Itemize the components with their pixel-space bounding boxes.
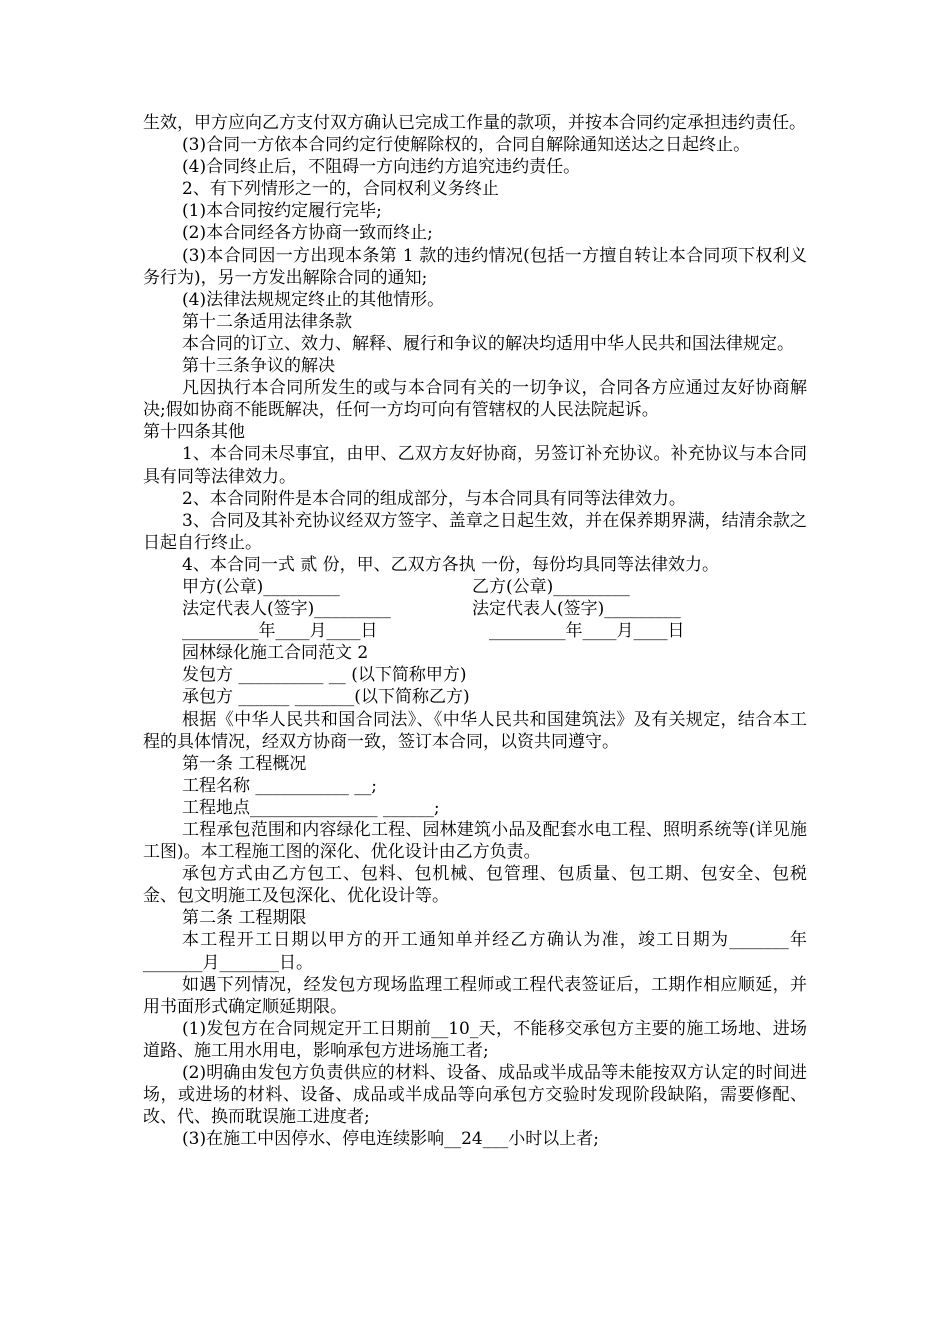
- paragraph: 第十四条其他: [143, 422, 245, 443]
- paragraph: 如遇下列情况，经发包方现场监理工程师或工程代表签证后，工期作相应顺延，并用书面形式确定顺延期限。: [143, 974, 807, 1017]
- paragraph: 第十二条适用法律条款: [182, 311, 352, 332]
- paragraph: (3)合同一方依本合同约定行使解除权的，合同自解除通知送达之日起终止。: [182, 135, 751, 156]
- paragraph: 园林绿化施工合同范文 2: [182, 643, 369, 664]
- paragraph: 第一条 工程概况: [182, 753, 307, 774]
- paragraph: 凡因执行本合同所发生的或与本合同有关的一切争议，合同各方应通过友好协商解决;假如协商不能既解决，任何一方均可向有管辖权的人民法院起诉。: [143, 378, 807, 421]
- paragraph: (2)本合同经各方协商一致而终止;: [182, 223, 433, 244]
- party-a-date: _________年____月____日: [182, 621, 378, 642]
- paragraph: 3、合同及其补充协议经双方签字、盖章之日起生效，并在保养期界满，结清余款之日起自行终止。: [143, 510, 807, 553]
- paragraph: (4)法律法规规定终止的其他情形。: [182, 289, 445, 310]
- paragraph: 工程名称 ___________ __;: [182, 775, 378, 796]
- party-b-date: _________年____月____日: [472, 621, 685, 642]
- paragraph: (2)明确由发包方负责供应的材料、设备、成品或半成品等未能按双方认定的时间进场，或进场的材料、设备、成品或半成品等向承包方交验时发现阶段缺陷，需要修配、改、代、换而耽误施工进度者;: [143, 1063, 807, 1128]
- paragraph: 1、本合同未尽事宜，由甲、乙双方友好协商，另签订补充协议。补充协议与本合同具有同等法律效力。: [143, 444, 807, 487]
- paragraph: 第二条 工程期限: [182, 908, 307, 929]
- paragraph: 工程地点_______________ ______;: [182, 797, 440, 818]
- paragraph: 发包方 __________ __ (以下简称甲方): [182, 665, 467, 686]
- contract-clauses: [143, 112, 807, 576]
- paragraph: 根据《中华人民共和国合同法》、《中华人民共和国建筑法》及有关规定，结合本工程的具体情况，经双方协商一致，签订本合同，以资共同遵守。: [143, 709, 807, 752]
- paragraph: 工程承包范围和内容绿化工程、园林建筑小品及配套水电工程、照明系统等(详见施工图)。本工程施工图的深化、优化设计由乙方负责。: [143, 820, 807, 863]
- paragraph: 4、本合同一式 贰 份，甲、乙双方各执 一份，每份均具同等法律效力。: [182, 554, 720, 575]
- paragraph: 承包方式由乙方包工、包料、包机械、包管理、包质量、包工期、包安全、包税金、包文明施工及包深化、优化设计等。: [143, 864, 807, 907]
- party-b-representative: 法定代表人(签字)_________: [472, 599, 681, 620]
- paragraph: (3)在施工中因停水、停电连续影响__24___小时以上者;: [182, 1129, 599, 1150]
- paragraph: 本工程开工日期以甲方的开工通知单并经乙方确认为准，竣工日期为_______年_______月_______日。: [143, 930, 807, 973]
- contract-template-2: [143, 642, 807, 1150]
- paragraph: (4)合同终止后，不阻碍一方向违约方追究违约责任。: [182, 157, 581, 178]
- paragraph: 生效，甲方应向乙方支付双方确认已完成工作量的款项，并按本合同约定承担违约责任。: [143, 113, 806, 133]
- signature-row-seal: [143, 576, 807, 598]
- paragraph: 承包方 ______ _______(以下简称乙方): [182, 687, 470, 708]
- paragraph: (1)发包方在合同规定开工日期前__10_天，不能移交承包方主要的施工场地、进场道路、施工用水用电，影响承包方进场施工者;: [143, 1018, 807, 1061]
- party-a-representative: 法定代表人(签字)_________: [182, 599, 391, 620]
- paragraph: 2、本合同附件是本合同的组成部分，与本合同具有同等法律效力。: [182, 488, 686, 509]
- paragraph: 本合同的订立、效力、解释、履行和争议的解决均适用中华人民共和国法律规定。: [182, 333, 794, 354]
- signature-row-date: [143, 620, 807, 642]
- paragraph: 第十三条争议的解决: [182, 356, 335, 377]
- document-body: [143, 112, 807, 1150]
- party-a-seal: 甲方(公章)_________: [182, 576, 340, 597]
- paragraph: (3)本合同因一方出现本条第 1 款的违约情况(包括一方擅自转让本合同项下权利义务行为)，另一方发出解除合同的通知;: [143, 245, 807, 288]
- paragraph: 2、有下列情形之一的，合同权利义务终止: [182, 179, 499, 200]
- party-b-seal: 乙方(公章)_________: [472, 576, 630, 597]
- paragraph: (1)本合同按约定履行完毕;: [182, 201, 382, 222]
- signature-row-representative: [143, 598, 807, 620]
